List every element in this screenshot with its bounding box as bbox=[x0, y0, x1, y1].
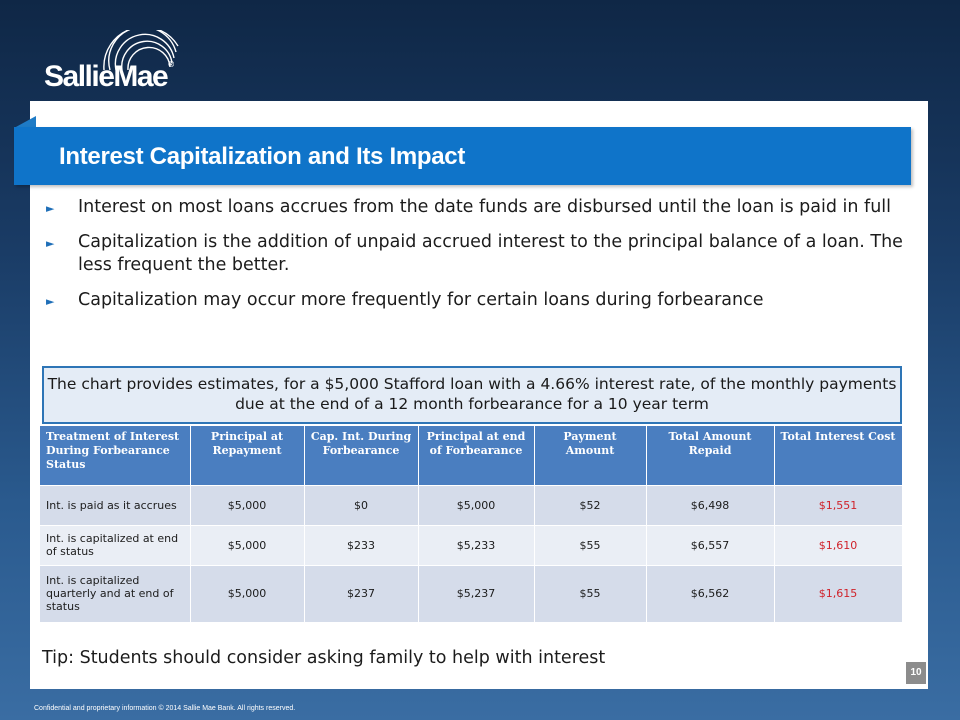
bullet-item: ► Capitalization is the addition of unpaid accrued interest to the principal balance of a loan. The less frequent the better. bbox=[46, 232, 903, 275]
sallie-mae-logo bbox=[44, 30, 244, 96]
table-cell-interest-cost: $1,615 bbox=[774, 565, 902, 622]
table-header-cell: Principal at end of Forbearance bbox=[418, 426, 534, 485]
callout-box: The chart provides estimates, for a $5,000 Stafford loan with a 4.66% interest rate, of the monthly payments due at the end of a 12 month forbearance for a 10 year term bbox=[42, 366, 902, 424]
table-header-cell: Total Interest Cost bbox=[774, 426, 902, 485]
table-cell: $5,000 bbox=[418, 485, 534, 525]
table-row bbox=[40, 565, 902, 622]
bullet-list bbox=[46, 196, 926, 324]
table-row bbox=[40, 525, 902, 565]
table-cell-interest-cost: $1,551 bbox=[774, 485, 902, 525]
table-header-cell: Cap. Int. During Forbearance bbox=[304, 426, 418, 485]
triangle-right-icon: ► bbox=[46, 295, 55, 308]
table-header-row bbox=[40, 426, 902, 485]
table-cell: $6,498 bbox=[646, 485, 774, 525]
title-bar bbox=[14, 127, 911, 185]
table-cell: $55 bbox=[534, 525, 646, 565]
table-cell: $5,000 bbox=[190, 565, 304, 622]
slide-title: Interest Capitalization and Its Impact bbox=[59, 143, 466, 170]
table-cell-interest-cost: $1,610 bbox=[774, 525, 902, 565]
table-cell: $5,233 bbox=[418, 525, 534, 565]
table-cell: Int. is paid as it accrues bbox=[40, 485, 190, 525]
table-cell: Int. is capitalized at end of status bbox=[40, 525, 190, 565]
table-cell: $6,562 bbox=[646, 565, 774, 622]
table-cell: $0 bbox=[304, 485, 418, 525]
table-header-cell: Principal at Repayment bbox=[190, 426, 304, 485]
footer-disclaimer: Confidential and proprietary information © 2014 Sallie Mae Bank. All rights reserved. bbox=[34, 705, 296, 712]
loan-comparison-table bbox=[40, 426, 903, 622]
tip-text: Tip: Students should consider asking family to help with interest bbox=[42, 648, 606, 668]
table-cell: $52 bbox=[534, 485, 646, 525]
table-header-cell: Total Amount Repaid bbox=[646, 426, 774, 485]
table-cell: $5,000 bbox=[190, 525, 304, 565]
logo-wordmark: SallieMae® bbox=[44, 60, 175, 93]
table-header-cell: Payment Amount bbox=[534, 426, 646, 485]
bullet-item: ► Capitalization may occur more frequently for certain loans during forbearance bbox=[46, 289, 926, 312]
triangle-right-icon: ► bbox=[46, 237, 55, 250]
triangle-right-icon: ► bbox=[46, 202, 55, 215]
table-row bbox=[40, 485, 902, 525]
table-cell: $5,237 bbox=[418, 565, 534, 622]
table-header-cell: Treatment of Interest During Forbearance Status bbox=[40, 426, 190, 485]
bullet-item: ► Interest on most loans accrues from the date funds are disbursed until the loan is paid in full bbox=[46, 196, 926, 219]
page-number: 10 bbox=[906, 662, 926, 684]
table-cell: $5,000 bbox=[190, 485, 304, 525]
table-cell: Int. is capitalized quarterly and at end of status bbox=[40, 565, 190, 622]
table-cell: $6,557 bbox=[646, 525, 774, 565]
table-cell: $55 bbox=[534, 565, 646, 622]
table-cell: $237 bbox=[304, 565, 418, 622]
table-cell: $233 bbox=[304, 525, 418, 565]
